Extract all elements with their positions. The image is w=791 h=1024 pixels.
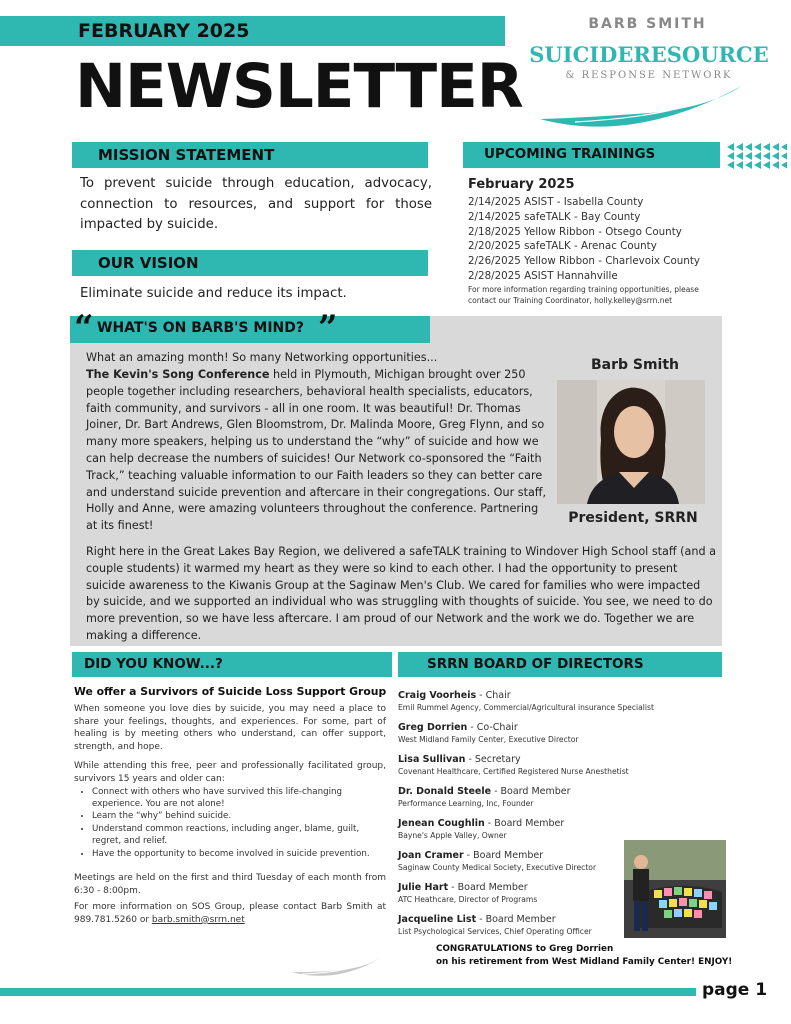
board-member	[398, 811, 728, 843]
member-name: Julie Hart	[398, 882, 449, 893]
quote-close-icon: ”	[318, 308, 338, 348]
contact-email-link[interactable]: barb.smith@srrn.net	[151, 914, 245, 925]
dyk-subheading: We offer a Survivors of Suicide Loss Support Group	[74, 685, 387, 698]
board-member	[398, 747, 728, 779]
member-role: - Secretary	[465, 754, 521, 765]
retirement-image	[624, 840, 726, 938]
vision-heading: OUR VISION	[98, 254, 199, 272]
board-heading: SRRN BOARD OF DIRECTORS	[427, 656, 644, 672]
dyk-body	[74, 703, 386, 926]
member-name: Craig Voorheis	[398, 690, 477, 701]
barbs-mind-heading: WHAT'S ON BARB'S MIND?	[97, 320, 304, 336]
member-org: Covenant Healthcare, Certified Registered Nurse Anesthetist	[398, 767, 629, 776]
member-name: Jenean Coughlin	[398, 818, 485, 829]
trainings-heading: UPCOMING TRAININGS	[484, 146, 656, 162]
training-item: 2/28/2025 ASIST Hannahville	[468, 269, 618, 282]
portrait-image	[557, 380, 705, 504]
training-item: 2/14/2025 safeTALK - Bay County	[468, 210, 641, 223]
member-org: Bayne's Apple Valley, Owner	[398, 831, 507, 840]
board-member	[398, 715, 728, 747]
dyk-para1: When someone you love dies by suicide, you may need a place to share your feelings, thoughts, and experiences. For some, part of healing is by meeting others who understand, can offer support, strength, and hope.	[74, 704, 386, 752]
dyk-meetings: Meetings are held on the first and third Tuesday of each month from 6:30 - 8:00pm.	[74, 873, 386, 896]
dyk-bullets	[74, 786, 386, 860]
quote-open-icon: “	[74, 308, 94, 348]
dyk-bullet: • Connect with others who have survived this life-changing experience. You are not alone!	[92, 786, 386, 811]
barbs-mind-para2: Right here in the Great Lakes Bay Region, we delivered a safeTALK training to Windover High School staff (and a couple students) it warmed my heart as they were so kind to each other. I had the opportunity to present suicide awareness to the Kiwanis Group at the Saginaw Men's Club. We cared for families who were impacted by suicide, and we supported an individual who was struggling with thoughts of suicide. You see, we need to do more prevention, so we have less aftercare. I am proud of our Network and the work we do. Together we are making a difference.	[86, 545, 716, 642]
member-org: West Midland Family Center, Executive Director	[398, 735, 579, 744]
para1-text: held in Plymouth, Michigan brought over 250 people together including researchers, behavioral health specialists, educators, faith community, and survivors - all in one room. It was beautiful! Dr. Thomas Joiner, Dr. Bart Andrews, Glen Bloomstrom, Dr. Malinda Moore, Greg Flynn, and so many more speakers, helping us to understand the “why” of suicide and how we can help decrease the numbers of suicides! Our Network co-sponsored the “Faith Track,” teaching valuable information to our Faith leaders so they can better care and understand suicide prevention and aftercare in their congregations. Our staff, Holly and Anne, were amazing volunteers throughout the conference. Partnering at its finest!	[86, 368, 547, 533]
dyk-contact	[74, 901, 386, 926]
board-member	[398, 779, 728, 811]
member-name: Greg Dorrien	[398, 722, 468, 733]
member-name: Jacqueline List	[398, 914, 477, 925]
member-org: Performance Learning, Inc, Founder	[398, 799, 534, 808]
org-logo	[525, 12, 775, 132]
feather-icon	[535, 74, 765, 134]
mission-text: To prevent suicide through education, advocacy, connection to resources, and support for those impacted by suicide.	[80, 176, 432, 232]
board-member	[398, 683, 728, 715]
member-name: Joan Cramer	[398, 850, 464, 861]
conference-name: The Kevin's Song Conference	[86, 368, 270, 381]
member-name: Dr. Donald Steele	[398, 786, 492, 797]
member-role: - Board Member	[463, 850, 544, 861]
member-name: Lisa Sullivan	[398, 754, 466, 765]
member-org: Saginaw County Medical Society, Executive Director	[398, 863, 597, 872]
dyk-bullet: • Have the opportunity to become involved in suicide prevention.	[92, 848, 386, 860]
date-label: FEBRUARY 2025	[78, 20, 250, 42]
dyk-bullet: • Understand common reactions, including anger, blame, guilt, regret, and relief.	[92, 823, 386, 848]
org-sub-text: & RESPONSE NETWORK	[565, 70, 733, 81]
feather-decoration-icon	[290, 950, 390, 980]
congrats-line2: on his retirement from West Midland Family Center! ENJOY!	[436, 957, 733, 967]
footer-bar	[0, 988, 696, 996]
congrats-line1: CONGRATULATIONS to Greg Dorrien	[436, 944, 614, 954]
contact-text: For more information on SOS Group, please contact Barb Smith at 989.781.5260 or	[74, 902, 386, 925]
newsletter-title: NEWSLETTER	[75, 51, 523, 122]
barbs-mind-para1	[86, 367, 552, 535]
member-org: Emil Rummel Agency, Commercial/Agricultural insurance Specialist	[398, 703, 654, 712]
date-banner	[0, 16, 505, 46]
member-role: - Board Member	[476, 914, 556, 925]
training-item: 2/20/2025 safeTALK - Arenac County	[468, 240, 657, 253]
member-role: - Board Member	[448, 882, 528, 893]
vision-text: Eliminate suicide and reduce its impact.	[80, 286, 347, 301]
arrow-decoration-icon	[727, 143, 787, 169]
member-role: - Co-Chair	[467, 722, 518, 733]
trainings-month: February 2025	[468, 177, 575, 192]
org-main-text: SUICIDERESOURCE	[529, 42, 769, 67]
member-role: - Board Member	[484, 818, 565, 829]
trainings-note: For more information regarding training opportunities, please contact our Training Coordinator, holly.kelley@srrn.net	[468, 285, 699, 305]
org-top-text: BARB SMITH	[588, 16, 707, 32]
photo-name: Barb Smith	[590, 357, 680, 373]
dyk-para2: While attending this free, peer and professionally facilitated group, survivors 15 years and older can:	[74, 761, 386, 784]
member-org: List Psychological Services, Chief Operating Officer	[398, 927, 592, 936]
mission-heading: MISSION STATEMENT	[98, 146, 275, 164]
member-org: ATC Heathcare, Director of Programs	[398, 895, 538, 904]
member-role: - Board Member	[491, 786, 571, 797]
dyk-heading: DID YOU KNOW...?	[84, 656, 223, 672]
photo-title: President, SRRN	[568, 510, 698, 526]
training-item: 2/26/2025 Yellow Ribbon - Charlevoix County	[468, 255, 700, 268]
barb-photo	[557, 380, 705, 504]
retirement-photo	[624, 840, 726, 938]
trainings-list	[468, 195, 738, 284]
training-item: 2/18/2025 Yellow Ribbon - Otsego County	[468, 225, 682, 238]
barbs-mind-intro: What an amazing month! So many Networking opportunities...	[86, 351, 438, 364]
page-number: page 1	[702, 980, 768, 1000]
training-item: 2/14/2025 ASIST - Isabella County	[468, 196, 644, 208]
dyk-bullet: • Learn the “why” behind suicide.	[92, 810, 386, 822]
member-role: - Chair	[476, 690, 511, 701]
